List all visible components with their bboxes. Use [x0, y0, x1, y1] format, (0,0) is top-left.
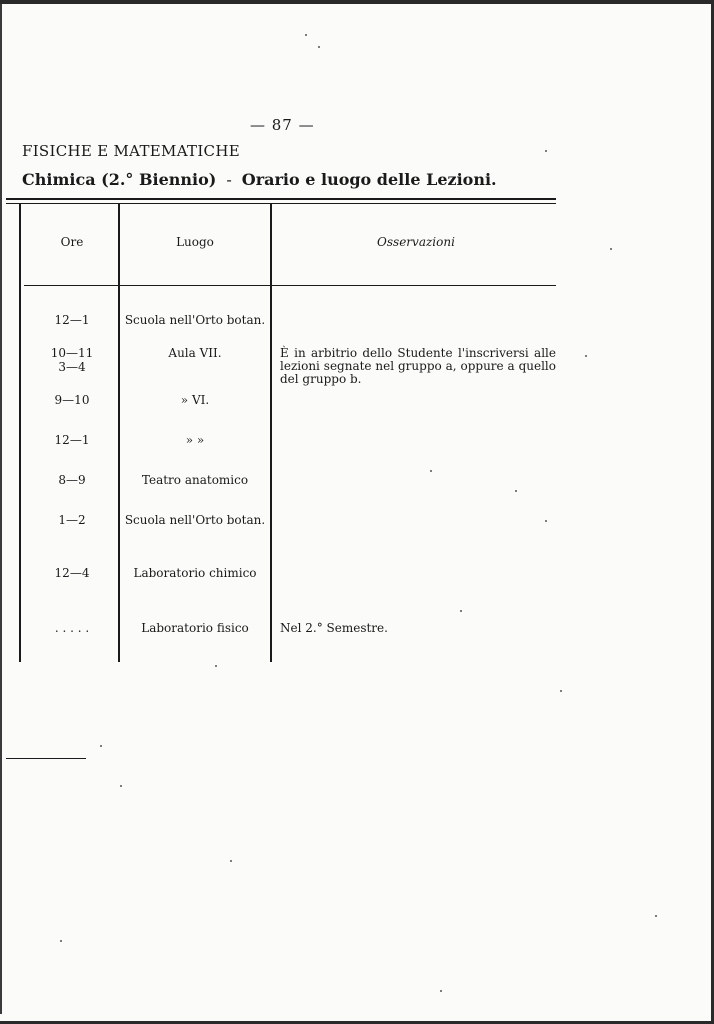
table-row-luogo: Laboratorio fisico — [141, 621, 249, 635]
column-header-osservazioni: Osservazioni — [377, 235, 455, 249]
table-header-rule — [24, 285, 556, 286]
table-row-ore: 12—1 — [54, 313, 90, 327]
table-title-course: Chimica (2.° Biennio) — [22, 170, 217, 189]
table-row-ore: 8—9 — [58, 473, 86, 487]
scan-speck — [230, 860, 232, 862]
scan-speck — [610, 248, 612, 250]
table-row-ore: . . . . . — [54, 621, 90, 635]
table-row-ore: 12—4 — [54, 566, 90, 580]
scan-speck — [440, 990, 442, 992]
table-title-subject: Orario e luogo delle Lezioni. — [241, 170, 497, 189]
scan-speck — [430, 470, 432, 472]
footnote-rule — [6, 758, 86, 759]
table-row-luogo: Teatro anatomico — [141, 473, 249, 487]
scan-speck — [305, 34, 307, 36]
scan-speck — [318, 46, 320, 48]
scan-speck — [585, 355, 587, 357]
table-row-luogo: Scuola nell'Orto botan. — [124, 513, 266, 527]
page-number: — 87 — — [250, 116, 315, 134]
table-left-border — [19, 204, 21, 662]
table-row-luogo: Scuola nell'Orto botan. — [124, 313, 266, 327]
table-divider-luogo-osservazioni — [270, 204, 272, 662]
page-edge-top — [0, 0, 714, 4]
table-row-ore: 1—2 — [58, 513, 86, 527]
scan-speck — [460, 610, 462, 612]
note-semestre: Nel 2.° Semestre. — [280, 621, 388, 635]
table-row-ore: 3—4 — [58, 360, 86, 374]
table-top-rule-thin — [6, 203, 556, 204]
table-title-separator: - — [226, 170, 232, 189]
page-edge-left — [0, 4, 2, 1014]
table-row-ore: 9—10 — [54, 393, 90, 407]
scan-speck — [120, 785, 122, 787]
scan-speck — [560, 690, 562, 692]
column-header-ore: Ore — [60, 235, 84, 249]
table-row-luogo: Laboratorio chimico — [133, 566, 257, 580]
table-title — [22, 170, 497, 189]
scan-speck — [545, 520, 547, 522]
scan-speck — [215, 665, 217, 667]
table-row-ore: 12—1 — [54, 433, 90, 447]
scan-speck — [60, 940, 62, 942]
scan-speck — [545, 150, 547, 152]
section-header: FISICHE E MATEMATICHE — [22, 142, 240, 160]
table-row-ore: 10—11 — [50, 346, 94, 360]
table-row-luogo: Aula VII. — [168, 346, 222, 360]
scan-speck — [655, 915, 657, 917]
table-top-rule — [6, 198, 556, 200]
column-header-luogo: Luogo — [176, 235, 214, 249]
table-row-luogo: » » — [185, 433, 205, 447]
note-gruppi: È in arbitrio dello Studente l'inscriversi alle lezioni segnate nel gruppo a, oppure a quello del gruppo b. — [280, 346, 556, 386]
scan-speck — [515, 490, 517, 492]
table-row-luogo: » VI. — [180, 393, 210, 407]
scan-speck — [100, 745, 102, 747]
